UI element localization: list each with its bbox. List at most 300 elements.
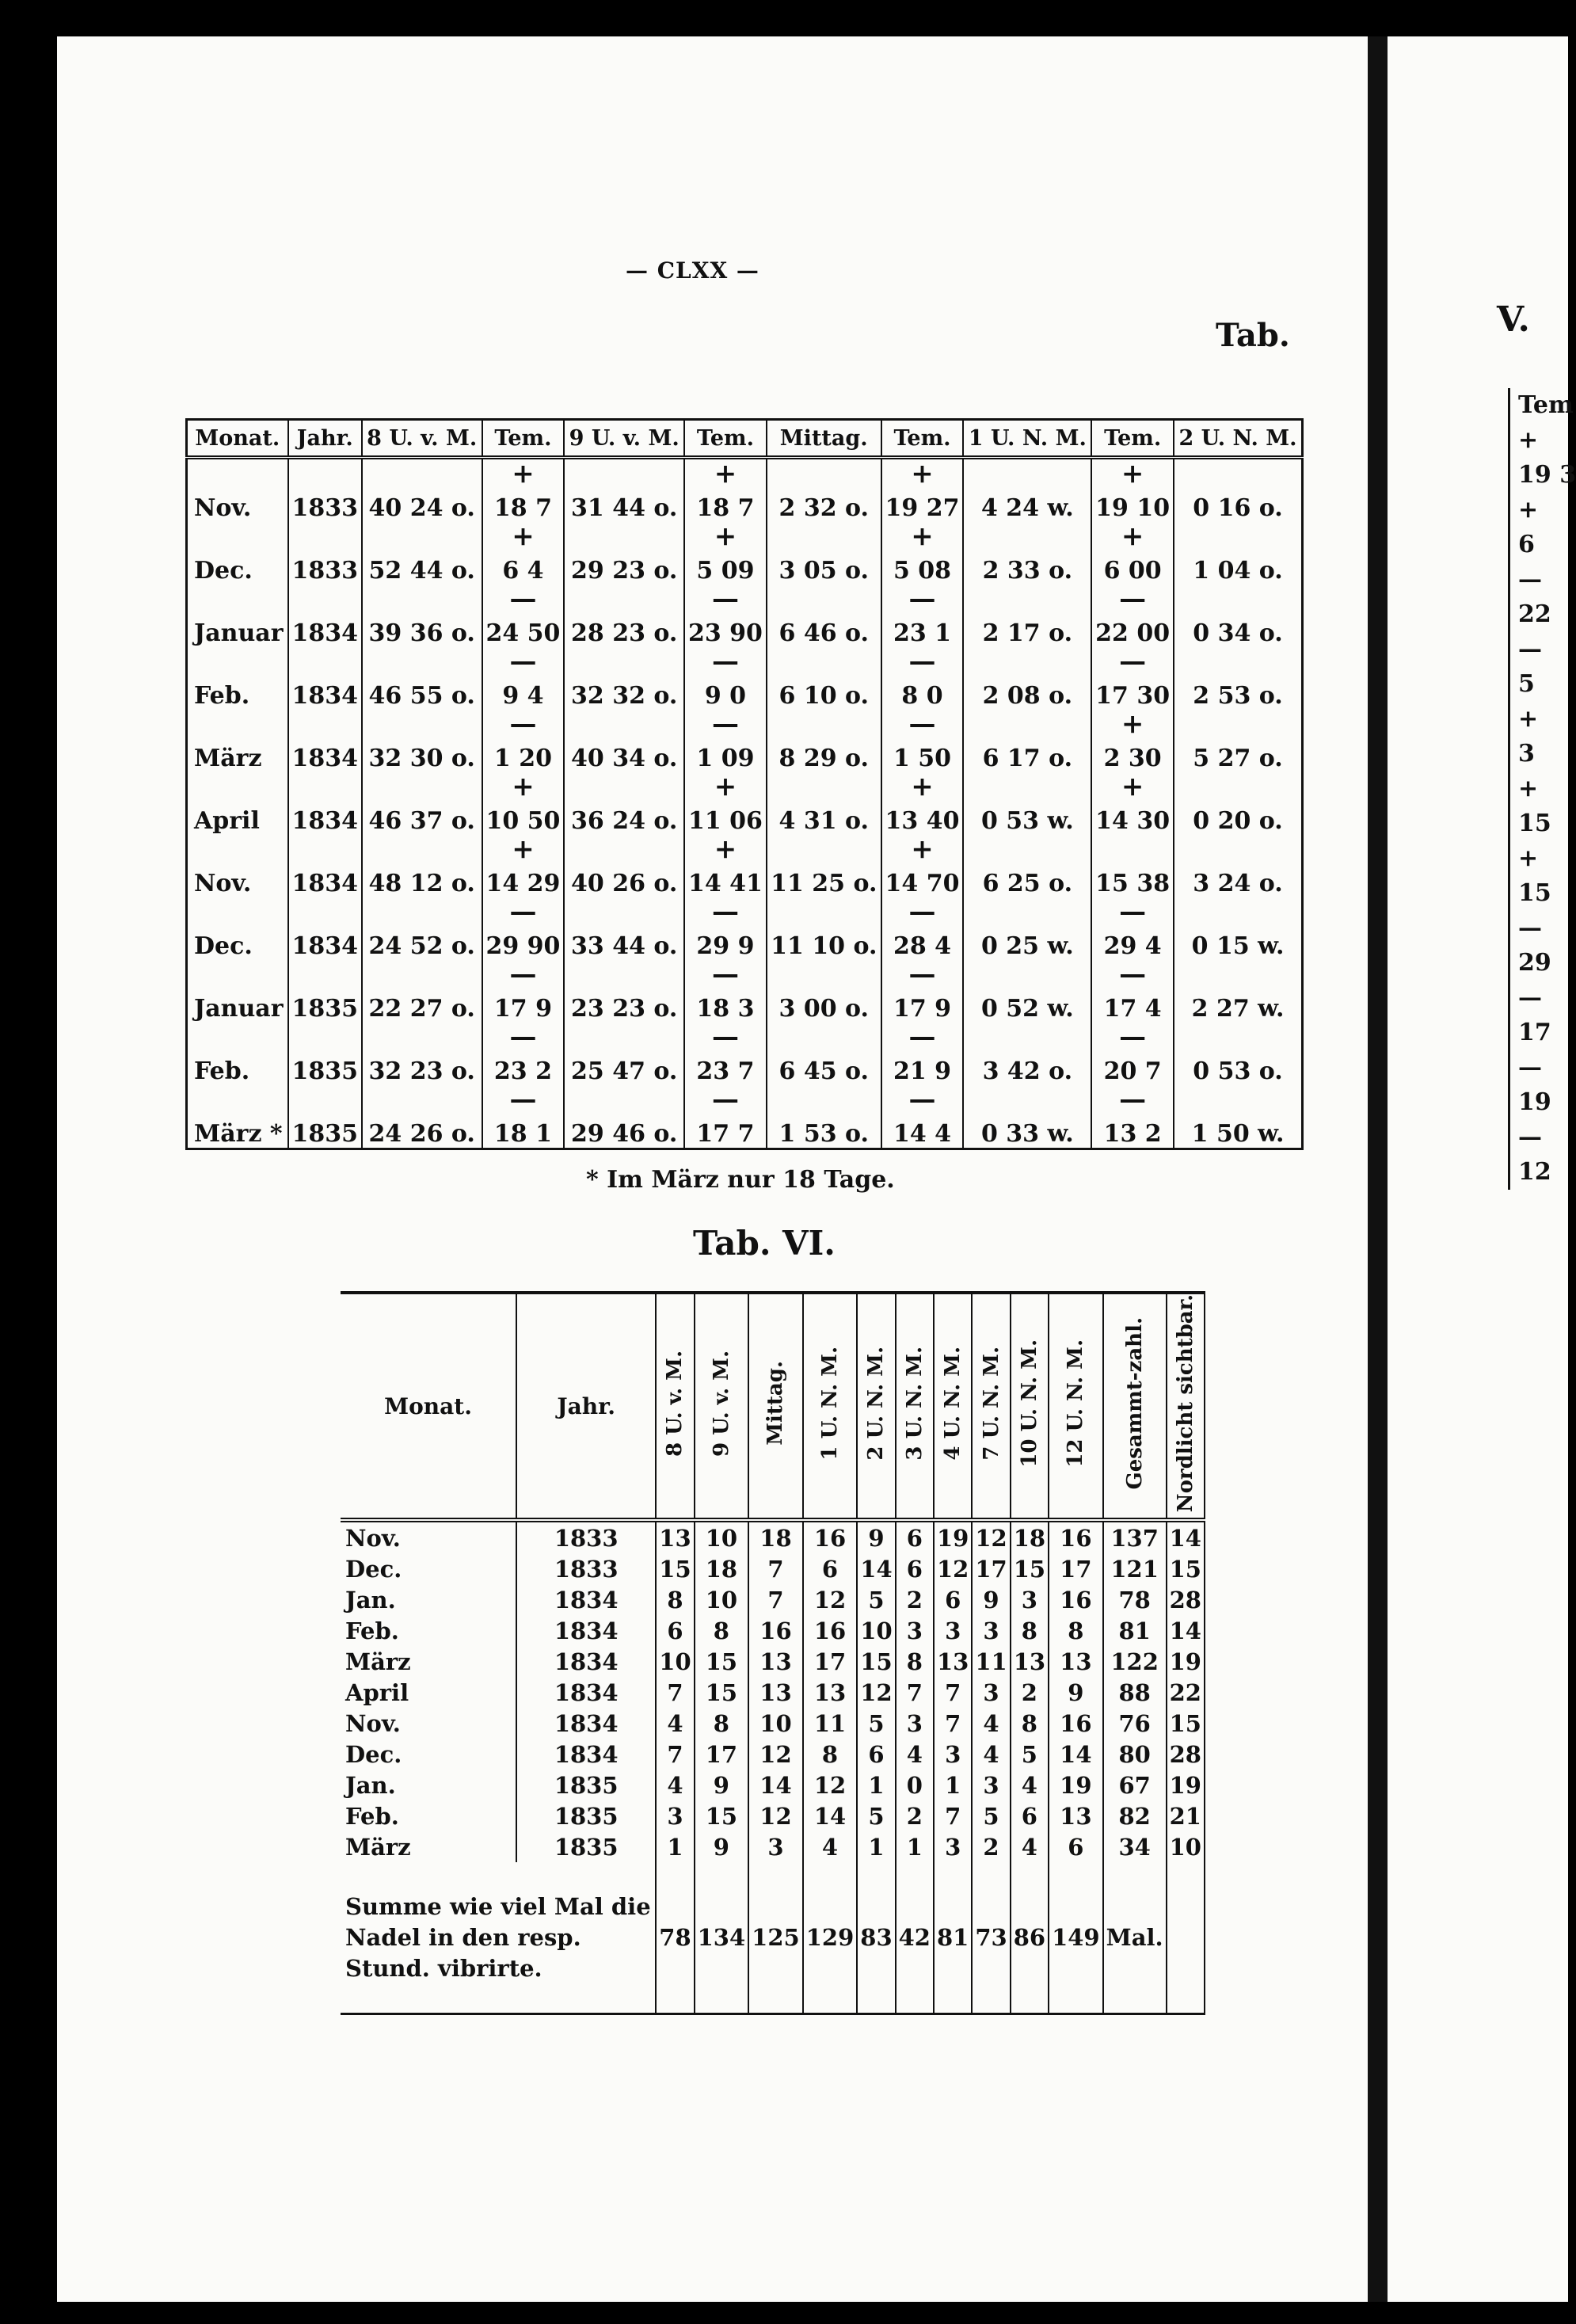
temperature-value: 11 06: [687, 807, 763, 835]
table-vi-column-header: [748, 1293, 803, 1520]
table-cell: 40 24 o.: [362, 458, 482, 523]
temperature-sign: —: [1119, 1021, 1147, 1053]
table-cell: 14: [1167, 1615, 1205, 1646]
table-cell: 48 12 o.: [362, 835, 482, 897]
table-cell: 3: [972, 1770, 1010, 1800]
table-cell: 1 53 o.: [767, 1085, 881, 1149]
table-cell: 4: [972, 1708, 1010, 1739]
summary-cell: 78: [656, 1862, 694, 2014]
temperature-sign: —: [711, 896, 739, 928]
temperature-sign: —: [711, 1021, 739, 1053]
table-cell: 4: [896, 1739, 934, 1770]
table-cell: 39 36 o.: [362, 585, 482, 647]
table-cell: 2 33 o.: [963, 522, 1091, 585]
table-v-column-header: Monat.: [187, 420, 288, 458]
page-gutter: [1368, 36, 1388, 2302]
table-cell: [684, 772, 767, 835]
table-cell: 0 53 o.: [1174, 1023, 1302, 1085]
summary-row: [341, 1862, 1205, 2014]
table-cell: 1: [857, 1770, 895, 1800]
temperature-sign: —: [711, 708, 739, 740]
temperature-value: 10 50: [485, 807, 561, 835]
table-cell: 78: [1103, 1584, 1167, 1615]
table-cell: 1833: [516, 1520, 656, 1553]
table-row: [341, 1584, 1205, 1615]
right-page-cell: 19 3: [1518, 461, 1576, 489]
table-cell: 6: [1011, 1800, 1049, 1831]
table-vi-title: Tab. VI.: [693, 1224, 836, 1263]
table-cell: 19: [934, 1520, 972, 1553]
table-cell: Feb.: [187, 647, 288, 710]
temperature-sign: +: [1121, 708, 1144, 740]
table-vi-column-header: [803, 1293, 858, 1520]
table-cell: [684, 585, 767, 647]
temperature-value: 1 20: [493, 745, 552, 772]
table-cell: 12: [803, 1770, 858, 1800]
table-cell: 14: [1049, 1739, 1103, 1770]
table-cell: [684, 960, 767, 1023]
table-cell: 121: [1103, 1553, 1167, 1584]
table-cell: 14: [803, 1800, 858, 1831]
vertical-header-text: Nordlicht sichtbar.: [1173, 1294, 1197, 1513]
table-cell: 10: [1167, 1831, 1205, 1862]
table-v-body: [187, 458, 1303, 1149]
table-cell: [482, 458, 565, 523]
right-page-cell: 29: [1518, 949, 1551, 977]
table-cell: 10: [748, 1708, 803, 1739]
table-cell: 8: [896, 1646, 934, 1677]
table-cell: 15: [695, 1677, 749, 1708]
temperature-value: 14 4: [893, 1120, 952, 1148]
temperature-value: 24 50: [485, 619, 561, 647]
temperature-sign: +: [911, 520, 934, 552]
table-cell: 0 53 w.: [963, 772, 1091, 835]
table-cell: 12: [857, 1677, 895, 1708]
temperature-sign: +: [512, 771, 535, 802]
table-cell: 12: [934, 1553, 972, 1584]
table-cell: [684, 522, 767, 585]
temperature-value: 14 70: [885, 870, 960, 897]
table-cell: 12: [803, 1584, 858, 1615]
temperature-sign: —: [908, 646, 936, 677]
table-row: [187, 1023, 1303, 1085]
table-cell: Feb.: [187, 1023, 288, 1085]
table-cell: 0 15 w.: [1174, 897, 1302, 960]
table-cell: 6: [803, 1553, 858, 1584]
table-cell: 32 32 o.: [564, 647, 684, 710]
temperature-value: 14 29: [485, 870, 561, 897]
table-row: [341, 1677, 1205, 1708]
table-v-column-header: Jahr.: [288, 420, 362, 458]
table-cell: 0 33 w.: [963, 1085, 1091, 1149]
table-cell: 6 46 o.: [767, 585, 881, 647]
table-cell: 9: [695, 1831, 749, 1862]
table-cell: 7: [748, 1584, 803, 1615]
table-cell: 19: [1049, 1770, 1103, 1800]
table-cell: 1834: [516, 1677, 656, 1708]
temperature-sign: —: [509, 583, 537, 615]
table-cell: 16: [803, 1520, 858, 1553]
table-v-column-header: Tem.: [881, 420, 964, 458]
summary-cell: [1167, 1862, 1205, 2014]
temperature-sign: +: [714, 771, 737, 802]
table-cell: [684, 458, 767, 523]
table-cell: 3: [934, 1831, 972, 1862]
table-cell: März *: [187, 1085, 288, 1149]
table-cell: 2: [972, 1831, 1010, 1862]
table-cell: [482, 835, 565, 897]
table-cell: 7: [934, 1800, 972, 1831]
temperature-value: 14 30: [1095, 807, 1171, 835]
table-cell: 22 27 o.: [362, 960, 482, 1023]
table-cell: 1834: [288, 585, 362, 647]
table-row: [341, 1615, 1205, 1646]
table-cell: [1091, 710, 1174, 772]
table-cell: 8: [656, 1584, 694, 1615]
table-cell: 10: [857, 1615, 895, 1646]
table-cell: 23 23 o.: [564, 960, 684, 1023]
table-cell: 19: [1167, 1770, 1205, 1800]
table-cell: 5: [857, 1800, 895, 1831]
table-cell: 6 10 o.: [767, 647, 881, 710]
table-cell: 2: [1011, 1677, 1049, 1708]
table-cell: 24 52 o.: [362, 897, 482, 960]
table-row: [187, 835, 1303, 897]
table-cell: 15: [1011, 1553, 1049, 1584]
table-cell: 137: [1103, 1520, 1167, 1553]
table-vi-column-header: [656, 1293, 694, 1520]
table-cell: [1091, 960, 1174, 1023]
right-page-cell: 17: [1518, 1019, 1551, 1046]
temperature-value: 6 00: [1103, 557, 1162, 585]
table-cell: 46 37 o.: [362, 772, 482, 835]
table-vi-column-header: [972, 1293, 1010, 1520]
table-cell: 3: [896, 1615, 934, 1646]
table-vi-column-header: [1049, 1293, 1103, 1520]
table-cell: 5: [857, 1708, 895, 1739]
table-cell: 1: [656, 1831, 694, 1862]
table-cell: 11 25 o.: [767, 835, 881, 897]
temperature-sign: —: [908, 896, 936, 928]
table-cell: 28: [1167, 1739, 1205, 1770]
temperature-sign: —: [509, 958, 537, 990]
vertical-header-text: Mittag.: [763, 1361, 788, 1446]
table-cell: 1834: [516, 1584, 656, 1615]
table-cell: [881, 1085, 964, 1149]
table-cell: [482, 1085, 565, 1149]
table-cell: 1833: [288, 458, 362, 523]
right-page-cell: 3: [1518, 740, 1535, 768]
table-v-column-header: 9 U. v. M.: [564, 420, 684, 458]
right-page-cell: 15: [1518, 810, 1551, 837]
temperature-value: 17 9: [493, 995, 552, 1023]
temperature-sign: —: [1119, 583, 1147, 615]
table-cell: März: [341, 1646, 516, 1677]
table-cell: [684, 1085, 767, 1149]
right-page-cell: +: [1518, 844, 1539, 872]
table-vi-column-header: [896, 1293, 934, 1520]
table-row: [341, 1646, 1205, 1677]
right-page-cell: —: [1518, 984, 1542, 1012]
table-cell: 1 04 o.: [1174, 522, 1302, 585]
table-cell: 1834: [288, 772, 362, 835]
table-cell: [482, 897, 565, 960]
right-page-cell: 22: [1518, 600, 1551, 628]
table-cell: 3 00 o.: [767, 960, 881, 1023]
right-page-cell: —: [1518, 914, 1542, 942]
temperature-sign: +: [714, 833, 737, 865]
temperature-value: 13 2: [1103, 1120, 1162, 1148]
temperature-value: 19 27: [885, 494, 960, 522]
table-cell: 1834: [288, 647, 362, 710]
table-cell: 3: [934, 1615, 972, 1646]
table-row: [187, 960, 1303, 1023]
table-cell: [1091, 772, 1174, 835]
temperature-value: 2 30: [1103, 745, 1162, 772]
table-cell: 82: [1103, 1800, 1167, 1831]
table-cell: 6 17 o.: [963, 710, 1091, 772]
vertical-header-text: 8 U. v. M.: [663, 1350, 687, 1457]
table-cell: 16: [803, 1615, 858, 1646]
table-cell: 4: [656, 1770, 694, 1800]
table-cell: 3 42 o.: [963, 1023, 1091, 1085]
temperature-sign: —: [509, 646, 537, 677]
table-cell: 3 05 o.: [767, 522, 881, 585]
table-cell: 1: [857, 1831, 895, 1862]
table-row: [341, 1770, 1205, 1800]
temperature-value: 23 2: [493, 1057, 552, 1085]
temperature-sign: —: [908, 708, 936, 740]
table-cell: 15: [1167, 1553, 1205, 1584]
table-cell: 40 26 o.: [564, 835, 684, 897]
temperature-value: 29 90: [485, 932, 561, 960]
table-cell: [482, 647, 565, 710]
table-cell: Januar: [187, 585, 288, 647]
right-page-cell: 15: [1518, 879, 1551, 907]
table-cell: 6: [857, 1739, 895, 1770]
table-cell: 11 10 o.: [767, 897, 881, 960]
vertical-header-text: Gesammt-zahl.: [1122, 1316, 1147, 1490]
temperature-value: 18 7: [493, 494, 552, 522]
table-cell: [1091, 522, 1174, 585]
table-cell: 34: [1103, 1831, 1167, 1862]
table-cell: April: [187, 772, 288, 835]
table-cell: 13: [1049, 1646, 1103, 1677]
temperature-sign: —: [509, 1084, 537, 1115]
table-cell: [881, 772, 964, 835]
temperature-value: 18 7: [696, 494, 755, 522]
table-row: [341, 1553, 1205, 1584]
table-cell: 12: [972, 1520, 1010, 1553]
temperature-sign: —: [908, 1021, 936, 1053]
table-cell: [684, 897, 767, 960]
table-cell: 52 44 o.: [362, 522, 482, 585]
table-cell: 1834: [516, 1708, 656, 1739]
table-cell: 8: [1011, 1708, 1049, 1739]
table-cell: 13: [1011, 1646, 1049, 1677]
table-row: [187, 647, 1303, 710]
table-v-column-header: Tem.: [1091, 420, 1174, 458]
table-vi-column-header: Monat.: [341, 1293, 516, 1520]
table-cell: 16: [748, 1615, 803, 1646]
table-cell: [881, 1023, 964, 1085]
temperature-value: 21 9: [893, 1057, 952, 1085]
table-cell: 3: [1011, 1584, 1049, 1615]
temperature-value: 1 09: [696, 745, 755, 772]
table-cell: 8: [1011, 1615, 1049, 1646]
table-cell: 11: [803, 1708, 858, 1739]
right-page-partial-table: [1508, 388, 1576, 1190]
table-cell: 1833: [288, 522, 362, 585]
temperature-value: 23 1: [893, 619, 952, 647]
temperature-sign: +: [911, 458, 934, 490]
table-cell: 0: [896, 1770, 934, 1800]
table-vi-body: [341, 1520, 1205, 2014]
table-cell: 122: [1103, 1646, 1167, 1677]
table-cell: [1091, 585, 1174, 647]
table-cell: 14: [1167, 1520, 1205, 1553]
summary-cell: 86: [1011, 1862, 1049, 2014]
table-cell: 0 25 w.: [963, 897, 1091, 960]
summary-cell: 83: [857, 1862, 895, 2014]
right-page-cell: —: [1518, 1123, 1542, 1151]
table-cell: Nov.: [341, 1520, 516, 1553]
temperature-sign: —: [908, 583, 936, 615]
table-cell: 15: [656, 1553, 694, 1584]
right-page-cell: Tem: [1518, 391, 1574, 419]
right-page-cell: 19: [1518, 1088, 1551, 1116]
temperature-sign: +: [512, 833, 535, 865]
table-cell: 2: [896, 1800, 934, 1831]
table-cell: 7: [656, 1739, 694, 1770]
table-vi-column-header: [1011, 1293, 1049, 1520]
temperature-value: 6 4: [502, 557, 544, 585]
vertical-header-text: 4 U. N. M.: [941, 1346, 965, 1461]
table-cell: 24 26 o.: [362, 1085, 482, 1149]
temperature-value: 23 7: [696, 1057, 755, 1085]
table-cell: 0 52 w.: [963, 960, 1091, 1023]
table-cell: 2: [896, 1584, 934, 1615]
table-cell: 7: [896, 1677, 934, 1708]
table-cell: 4: [972, 1739, 1010, 1770]
vertical-header-text: 2 U. N. M.: [864, 1346, 889, 1461]
table-v-column-header: 2 U. N. M.: [1174, 420, 1302, 458]
table-cell: 2 27 w.: [1174, 960, 1302, 1023]
table-cell: 15: [695, 1646, 749, 1677]
table-cell: 4: [803, 1831, 858, 1862]
footnote: * Im März nur 18 Tage.: [586, 1166, 895, 1194]
table-vi-header-row: [341, 1293, 1205, 1520]
table-cell: 1834: [288, 835, 362, 897]
table-cell: 25 47 o.: [564, 1023, 684, 1085]
table-cell: 5: [972, 1800, 1010, 1831]
table-cell: [482, 772, 565, 835]
table-cell: 33 44 o.: [564, 897, 684, 960]
table-cell: 8 29 o.: [767, 710, 881, 772]
table-cell: 32 23 o.: [362, 1023, 482, 1085]
table-cell: 10: [695, 1520, 749, 1553]
table-cell: März: [341, 1831, 516, 1862]
table-cell: 1835: [288, 960, 362, 1023]
temperature-sign: —: [1119, 896, 1147, 928]
table-cell: 7: [656, 1677, 694, 1708]
table-cell: 3: [896, 1708, 934, 1739]
table-cell: 10: [656, 1646, 694, 1677]
table-cell: 9: [857, 1520, 895, 1553]
table-cell: [1091, 835, 1174, 897]
temperature-sign: —: [1119, 1084, 1147, 1115]
table-cell: 32 30 o.: [362, 710, 482, 772]
temperature-value: 29 4: [1103, 932, 1162, 960]
temperature-sign: —: [711, 1084, 739, 1115]
table-cell: 2 17 o.: [963, 585, 1091, 647]
table-cell: 6: [896, 1553, 934, 1584]
temperature-value: 17 9: [893, 995, 952, 1023]
table-cell: 0 34 o.: [1174, 585, 1302, 647]
table-cell: 15: [695, 1800, 749, 1831]
temperature-sign: —: [1119, 958, 1147, 990]
table-cell: 1835: [288, 1085, 362, 1149]
temperature-value: 17 30: [1095, 682, 1171, 710]
summary-cell: 42: [896, 1862, 934, 2014]
temperature-value: 23 90: [687, 619, 763, 647]
table-cell: 1834: [516, 1615, 656, 1646]
table-row: [187, 585, 1303, 647]
table-cell: 9: [695, 1770, 749, 1800]
table-cell: Nov.: [187, 835, 288, 897]
table-cell: [684, 710, 767, 772]
table-cell: 28 23 o.: [564, 585, 684, 647]
right-page-cell: +: [1518, 705, 1539, 733]
table-cell: Januar: [187, 960, 288, 1023]
table-cell: [881, 835, 964, 897]
table-vi-column-header: [1167, 1293, 1205, 1520]
table-cell: 7: [934, 1708, 972, 1739]
temperature-sign: —: [1119, 646, 1147, 677]
table-cell: 11: [972, 1646, 1010, 1677]
table-cell: 3 24 o.: [1174, 835, 1302, 897]
temperature-sign: +: [512, 520, 535, 552]
temperature-sign: +: [1121, 458, 1144, 490]
table-cell: Dec.: [341, 1739, 516, 1770]
table-row: [187, 897, 1303, 960]
table-cell: 16: [1049, 1708, 1103, 1739]
temperature-value: 9 0: [704, 682, 747, 710]
vertical-header-text: 9 U. v. M.: [709, 1350, 733, 1457]
table-cell: 22: [1167, 1677, 1205, 1708]
table-cell: 1835: [516, 1831, 656, 1862]
table-cell: Feb.: [341, 1800, 516, 1831]
table-cell: 5: [1011, 1739, 1049, 1770]
table-cell: 3: [972, 1677, 1010, 1708]
table-cell: 1833: [516, 1553, 656, 1584]
right-page-cell: +: [1518, 426, 1539, 454]
table-cell: 8: [695, 1708, 749, 1739]
table-cell: 15: [1167, 1708, 1205, 1739]
temperature-value: 9 4: [502, 682, 544, 710]
temperature-sign: —: [509, 708, 537, 740]
temperature-sign: +: [911, 771, 934, 802]
table-cell: 6 25 o.: [963, 835, 1091, 897]
table-cell: [684, 647, 767, 710]
table-cell: Nov.: [341, 1708, 516, 1739]
summary-cell: 129: [803, 1862, 858, 2014]
table-cell: [482, 1023, 565, 1085]
table-cell: 31 44 o.: [564, 458, 684, 523]
table-cell: 18: [748, 1520, 803, 1553]
table-cell: 29 46 o.: [564, 1085, 684, 1149]
table-cell: [684, 835, 767, 897]
